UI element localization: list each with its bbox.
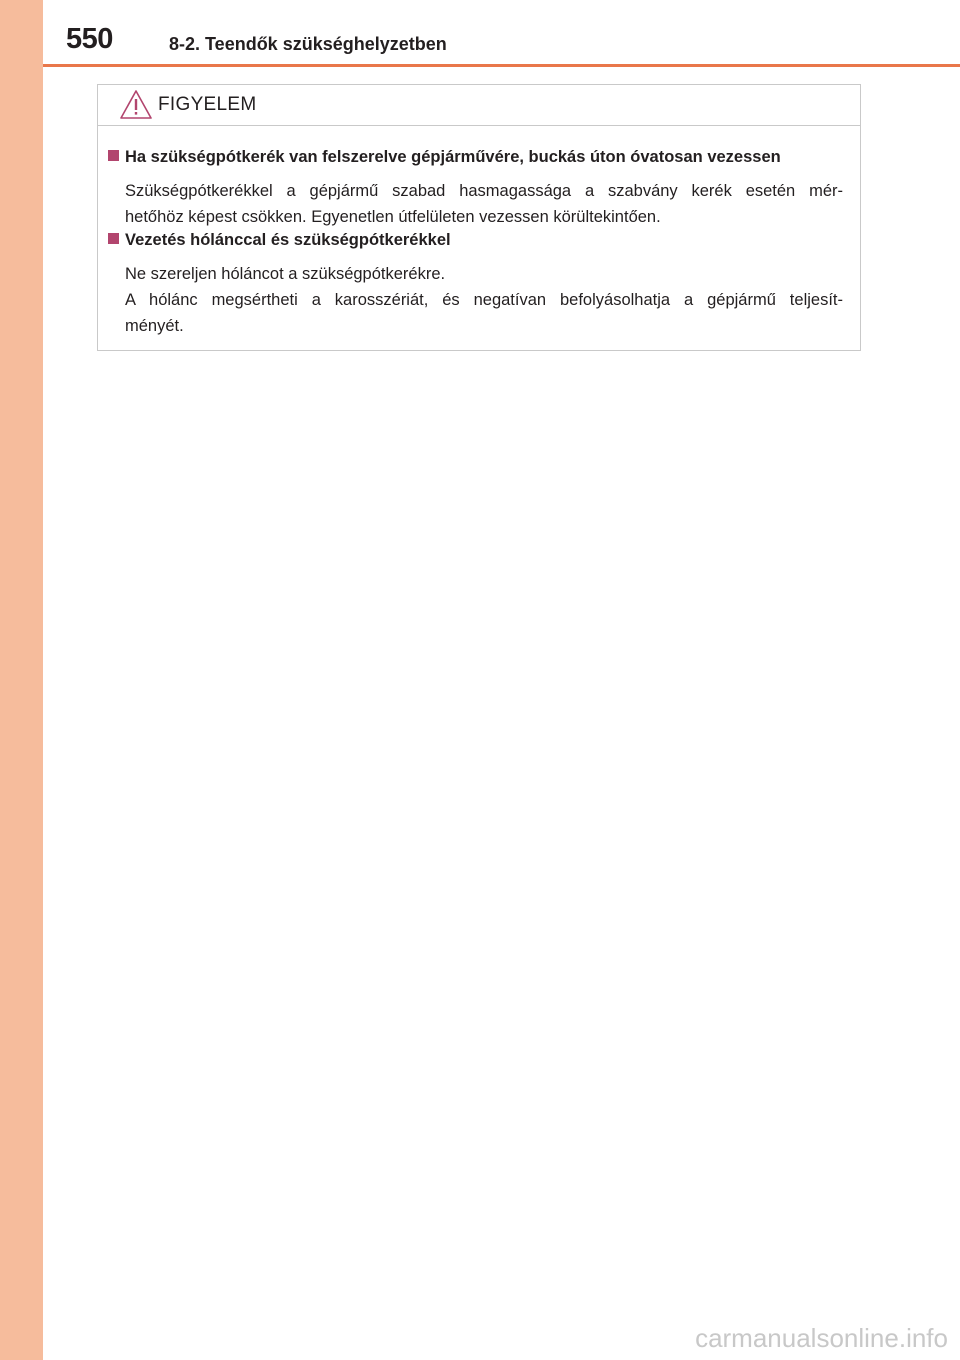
warning-item-text: [125, 261, 843, 339]
warning-item-heading: Vezetés hólánccal és szükségpótkerékkel: [108, 229, 451, 251]
warning-box: [97, 84, 861, 351]
text-line: hetőhöz képest csökken. Egyenetlen útfelületen vezessen körültekintően.: [125, 208, 661, 226]
section-title: 8-2. Teendők szükséghelyzetben: [169, 34, 447, 54]
text-line: A hólánc megsértheti a karosszériát, és negatívan befolyásolhatja a gépjármű teljesít-: [125, 291, 843, 309]
page-number: 550: [66, 23, 113, 55]
text-line: Szükségpótkerékkel a gépjármű szabad hasmagassága a szabvány kerék esetén mér-: [125, 182, 843, 200]
warning-title: FIGYELEM: [158, 94, 257, 115]
warning-triangle-icon: [119, 89, 153, 120]
warning-header: [98, 85, 860, 126]
side-color-strip: [0, 0, 43, 1360]
watermark-text: carmanualsonline.info: [695, 1323, 948, 1353]
warning-item-text: [125, 178, 843, 230]
square-bullet-icon: [108, 150, 119, 161]
header-rule: [43, 64, 960, 67]
warning-item-heading: Ha szükségpótkerék van felszerelve gépjárművére, buckás úton óvatosan vezessen: [108, 146, 781, 168]
text-line: ményét.: [125, 317, 184, 335]
page-header: [43, 0, 960, 68]
text-line: Ne szereljen hóláncot a szükségpótkerékre.: [125, 265, 446, 283]
square-bullet-icon: [108, 233, 119, 244]
